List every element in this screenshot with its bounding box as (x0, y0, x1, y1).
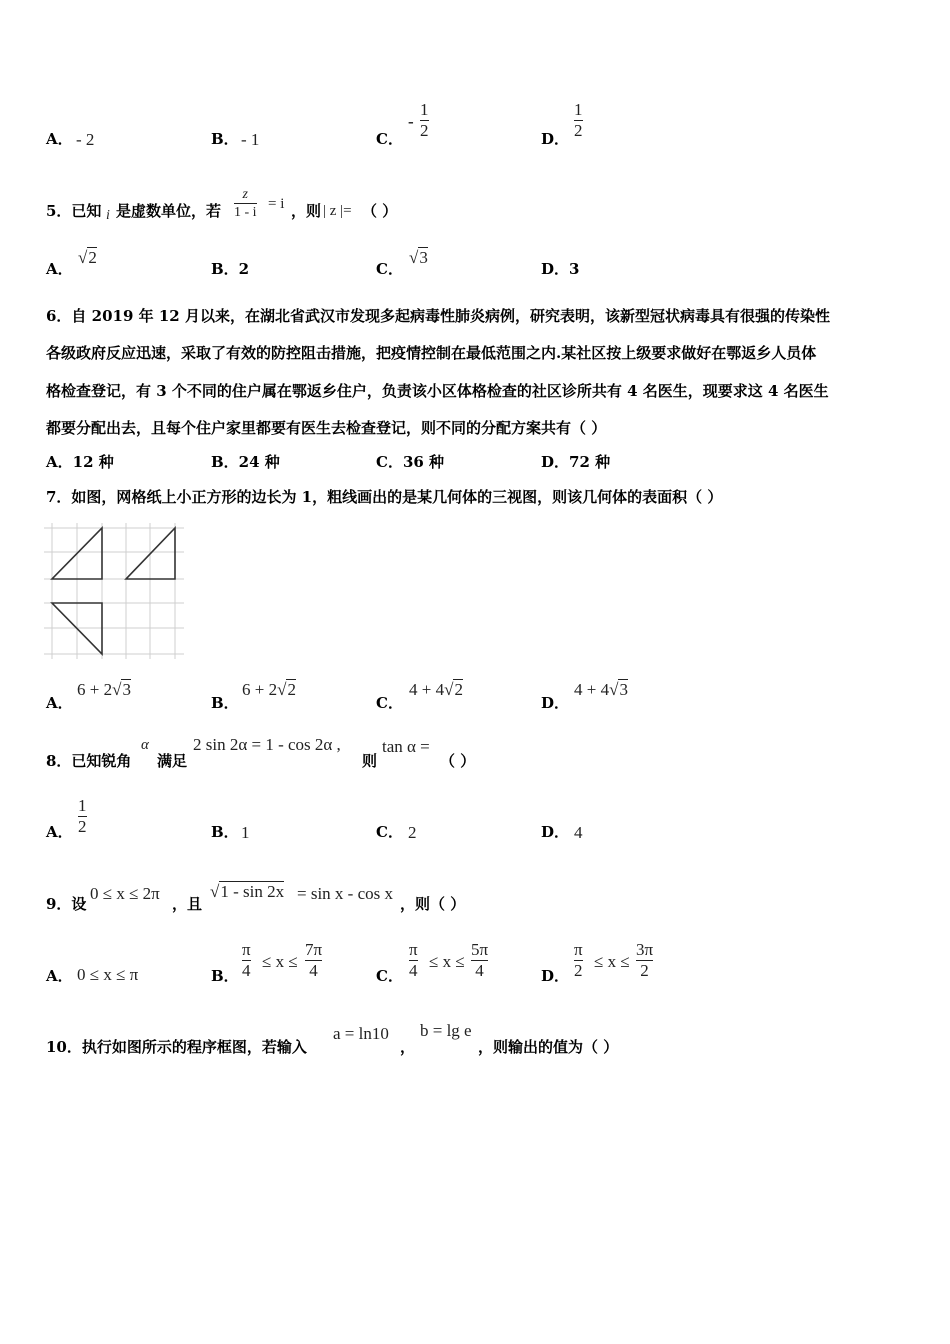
q9-option-c-label: C． (376, 967, 403, 985)
q9-option-c-middle: ≤ x ≤ (429, 952, 465, 971)
q7-option-c-label: C． (376, 694, 403, 712)
q6-line-2: 各级政府反应迅速，采取了有效的防控阻击措施，把疫情控制在最低范围之内.某社区按上级要求做好在鄂返乡人员体 (46, 344, 817, 362)
q5-option-a-value: √2 (78, 248, 97, 267)
q8-prefix: 8．已知锐角 (46, 752, 132, 770)
q5-option-c-value: √3 (409, 248, 428, 267)
q10-input-b: b = lg e (420, 1021, 472, 1040)
q5-mid: 是虚数单位，若 (116, 202, 222, 220)
q4-option-d-label: D． (541, 130, 570, 148)
q4-option-a-value: - 2 (76, 130, 95, 149)
q9-and: ，且 (172, 895, 203, 913)
q8-option-c-label: C． (376, 823, 403, 841)
q4-option-c-denominator: 2 (420, 121, 429, 140)
q9-option-a-label: A． (46, 967, 73, 985)
q7-text: 7．如图，网格纸上小正方形的边长为 1，粗线画出的是某几何体的三视图，则该几何体的表面积（ ） (46, 488, 723, 506)
q8-option-d-value: 4 (574, 823, 583, 842)
q4-option-c-label: C． (376, 130, 403, 148)
q4-option-c-sign: - (408, 112, 414, 131)
q8-option-a-label: A． (46, 823, 73, 841)
q8-option-a-fraction (78, 796, 87, 837)
q7-option-b-value: 6 + 2√2 (242, 680, 296, 699)
q5-then: ，则 (291, 202, 322, 220)
q9-option-d-middle: ≤ x ≤ (594, 952, 630, 971)
q7-option-a-value: 6 + 2√3 (77, 680, 131, 699)
q7-option-c-value: 4 + 4√2 (409, 680, 463, 699)
q9-option-d-right-fraction: 3π 2 (636, 940, 654, 980)
q10-prefix: 10．执行如图所示的程序框图，若输入 (46, 1038, 307, 1056)
q8-option-a-numerator: 1 (78, 796, 87, 815)
q9-option-a-value: 0 ≤ x ≤ π (77, 965, 139, 984)
q7-option-d-label: D． (541, 694, 570, 712)
q9-condition: 0 ≤ x ≤ 2π (90, 884, 160, 903)
q8-option-d-label: D． (541, 823, 570, 841)
q9-option-b-label: B． (211, 967, 239, 985)
q9-option-d-label: D． (541, 967, 570, 985)
q5-paren: （ ） (362, 202, 398, 220)
q5-abs: | z |= (323, 203, 352, 219)
q8-paren: （ ） (440, 752, 476, 770)
q5-prefix: 5．已知 (46, 202, 102, 220)
q9-option-c-right-fraction: 5π 4 (471, 940, 489, 980)
q9-prefix: 9．设 (46, 895, 87, 913)
q8-equation: 2 sin 2α = 1 - cos 2α , (193, 735, 341, 754)
q10-comma: ， (400, 1038, 416, 1056)
q6-option-b: B．24 种 (211, 453, 280, 471)
q6-line-4: 都要分配出去，且每个住户家里都要有医生去检查登记，则不同的分配方案共有（ ） (46, 419, 607, 437)
q9-rhs: = sin x - cos x (297, 884, 393, 903)
q8-then: 则 (362, 752, 378, 770)
q5-option-b: B．2 (211, 260, 250, 278)
q4-option-d-denominator: 2 (574, 121, 583, 140)
q4-option-c-numerator: 1 (420, 100, 429, 119)
q7-option-d-value: 4 + 4√3 (574, 680, 628, 699)
q6-option-c: C．36 种 (376, 453, 445, 471)
q8-alpha: α (141, 737, 149, 753)
three-view-figure (44, 523, 186, 659)
q5-fraction (234, 186, 257, 221)
q9-option-b-left-fraction: π 4 (242, 940, 251, 980)
q7-option-b-label: B． (211, 694, 239, 712)
q5-i-var: i (106, 208, 110, 223)
q9-then: ，则（ ） (400, 895, 466, 913)
q8-option-b-label: B． (211, 823, 239, 841)
q4-option-d-numerator: 1 (574, 100, 583, 119)
q6-option-a: A．12 种 (46, 453, 114, 471)
q9-option-b-right-fraction: 7π 4 (305, 940, 323, 980)
q5-option-d: D．3 (541, 260, 580, 278)
q10-then: ，则输出的值为（ ） (478, 1038, 619, 1056)
q4-option-a-label: A． (46, 130, 73, 148)
q10-input-a: a = ln10 (333, 1024, 389, 1043)
q5-eq: = i (268, 196, 285, 212)
grid-lines (44, 523, 184, 659)
q6-line-1: 6．自 2019 年 12 月以来，在湖北省武汉市发现多起病毒性肺炎病例，研究表明，该新型冠状病毒具有很强的传染性 (46, 307, 830, 325)
q4-option-b-label: B． (211, 130, 239, 148)
q8-tan: tan α = (382, 737, 430, 756)
q7-option-a-label: A． (46, 694, 73, 712)
q8-option-b-value: 1 (241, 823, 250, 842)
q9-option-b-middle: ≤ x ≤ (262, 952, 298, 971)
q4-option-b-value: - 1 (241, 130, 260, 149)
q5-frac-numerator: z (242, 187, 248, 202)
q5-option-a-label: A． (46, 260, 73, 278)
q6-line-3: 格检查登记，有 3 个不同的住户属在鄂返乡住户，负责该小区体格检查的社区诊所共有 4 名医生，现要求这 4 名医生 (46, 382, 829, 400)
q8-option-a-denominator: 2 (78, 817, 87, 836)
q5-option-c-label: C． (376, 260, 403, 278)
q8-option-c-value: 2 (408, 823, 417, 842)
q4-option-d-fraction (574, 100, 583, 141)
q8-mid: 满足 (157, 752, 188, 770)
q9-option-d-left-fraction: π 2 (574, 940, 583, 980)
q6-option-d: D．72 种 (541, 453, 611, 471)
q9-option-c-left-fraction: π 4 (409, 940, 418, 980)
q4-option-c-fraction (420, 100, 429, 141)
q5-frac-denominator: 1 - i (234, 205, 257, 220)
q9-sqrt-expression: √1 - sin 2x (210, 882, 285, 901)
